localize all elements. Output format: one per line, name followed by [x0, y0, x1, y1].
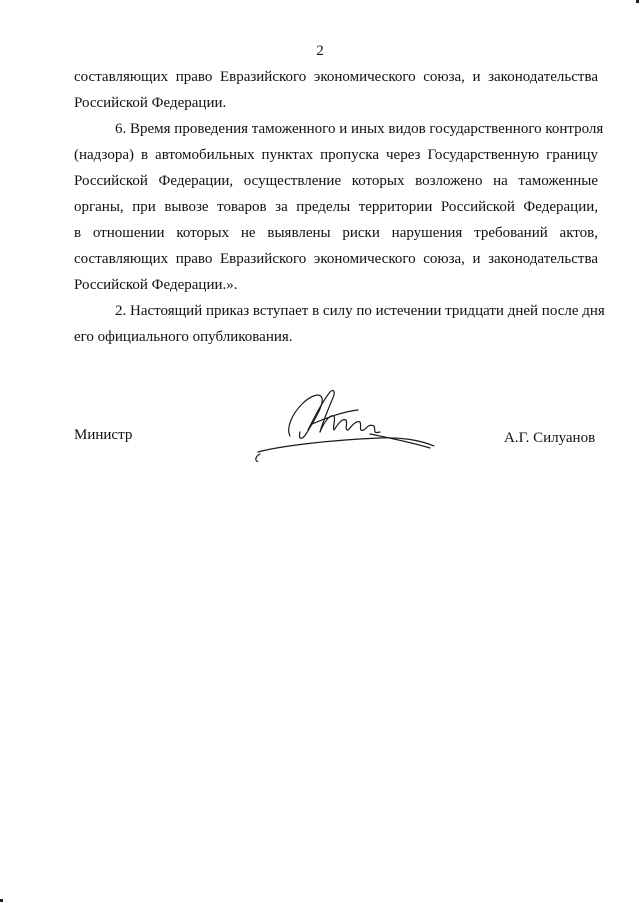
- scan-mark: [636, 0, 639, 3]
- paragraph-line: составляющих право Евразийского экономического союза, и законодательства: [74, 69, 598, 85]
- scan-mark: [0, 899, 3, 902]
- paragraph-line: (надзора) в автомобильных пунктах пропуска через Государственную границу: [74, 147, 598, 163]
- paragraph-line: 6. Время проведения таможенного и иных видов государственного контроля: [115, 121, 604, 137]
- paragraph-line: составляющих право Евразийского экономического союза, и законодательства: [74, 251, 598, 267]
- handwritten-signature: [250, 380, 440, 462]
- paragraph-line: в отношении которых не выявлены риски нарушения требований актов,: [74, 225, 598, 241]
- paragraph-line: 2. Настоящий приказ вступает в силу по истечении тридцати дней после дня: [115, 303, 605, 319]
- paragraph-line: Российской Федерации.: [74, 95, 227, 111]
- paragraph-line: Российской Федерации.».: [74, 277, 238, 293]
- paragraph-line: органы, при вывозе товаров за пределы территории Российской Федерации,: [74, 199, 598, 215]
- paragraph-line: его официального опубликования.: [74, 329, 293, 345]
- paragraph-line: Российской Федерации, осуществление которых возложено на таможенные: [74, 173, 598, 189]
- page-number: 2: [316, 43, 324, 59]
- signatory-title: Министр: [74, 427, 133, 443]
- signatory-name: А.Г. Силуанов: [504, 430, 596, 446]
